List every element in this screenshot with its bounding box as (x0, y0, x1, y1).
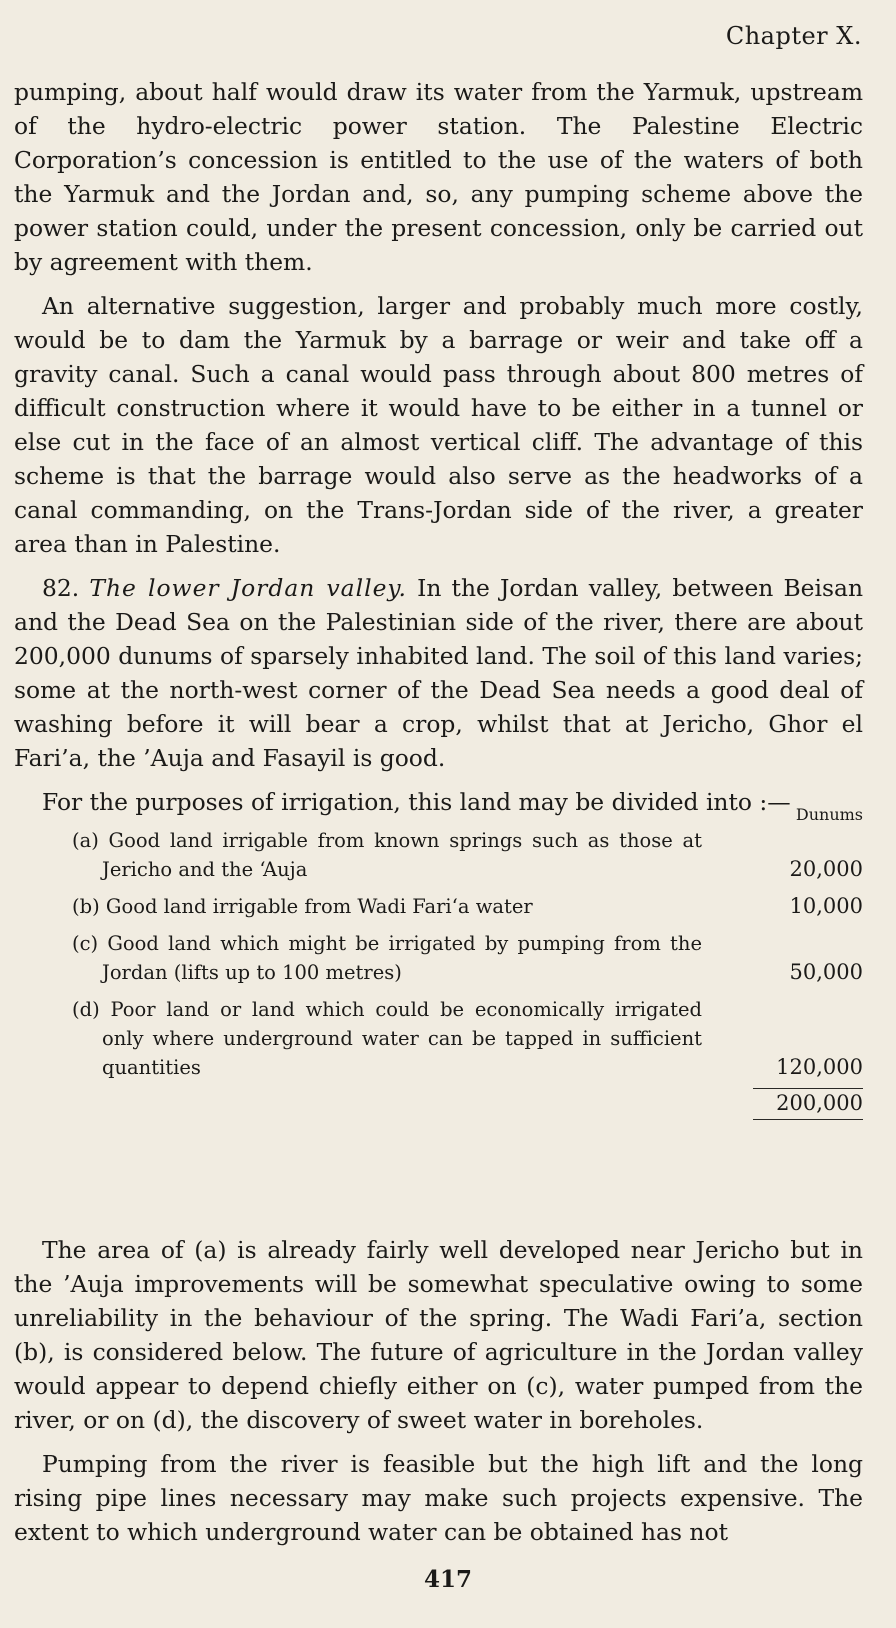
land-classification-table (72, 800, 863, 1120)
section-title: The lower Jordan valley. (89, 574, 407, 602)
paragraph: pumping, about half would draw its water from the Yarmuk, upstream of the hydro-electric power station. The Palestine Electric Corporation’s concession is entitled to the use of the waters of both the Yarmuk and the Jordan and, so, any pumping scheme above the power station could, under the present concession, only be carried out by agreement with them. (14, 78, 863, 276)
row-value: 50,000 (789, 960, 863, 984)
total-rule (753, 1119, 863, 1120)
table-total: 200,000 (776, 1091, 863, 1115)
section-paragraph (14, 571, 863, 775)
paragraph: The area of (a) is already fairly well developed near Jericho but in the ’Auja improvements will be somewhat speculative owing to some unreliability in the behaviour of the spring. The Wadi Fari’a, section (b), is considered below. The future of agriculture in the Jordan valley would appear to depend chiefly either on (c), water pumped from the river, or on (d), the discovery of sweet water in boreholes. (14, 1236, 863, 1434)
row-value: 120,000 (776, 1055, 863, 1079)
continuation-text (14, 1233, 863, 1559)
section-text: In the Jordan valley, between Beisan and the Dead Sea on the Palestinian side of the river, there are about 200,000 dunums of sparsely inhabited land. The soil of this land varies; some at the north-west corner of the Dead Sea needs a good deal of washing before it will bear a crop, whilst that at Jericho, Ghor el Fari’a, the ’Auja and Fasayil is good. (14, 574, 864, 772)
row-value: 10,000 (789, 894, 863, 918)
main-text (14, 75, 863, 829)
row-label: (b) Good land irrigable from Wadi Fari‘a water (72, 895, 533, 918)
table-row (72, 826, 863, 884)
paragraph: Pumping from the river is feasible but the high lift and the long rising pipe lines necessary may make such projects expensive. The extent to which underground water can be obtained has not (14, 1450, 863, 1546)
row-label: (d) Poor land or land which could be economically irrigated only where underground water can be tapped in sufficient quantities (72, 998, 702, 1079)
table-row (72, 995, 863, 1082)
row-value: 20,000 (789, 857, 863, 881)
page-number: 417 (423, 1566, 472, 1593)
row-label: (c) Good land which might be irrigated by pumping from the Jordan (lifts up to 100 metres) (72, 932, 702, 984)
section-intro: For the purposes of irrigation, this land may be divided into :— (42, 788, 791, 816)
row-label: (a) Good land irrigable from known springs such as those at Jericho and the ‘Auja (72, 829, 702, 881)
section-number: 82. (42, 574, 80, 602)
table-row (72, 892, 863, 921)
chapter-header: Chapter X. (725, 22, 862, 50)
unit-header: Dunums (795, 805, 863, 824)
table-row (72, 929, 863, 987)
paragraph: An alternative suggestion, larger and probably much more costly, would be to dam the Yarmuk by a barrage or weir and take off a gravity canal. Such a canal would pass through about 800 metres of difficult construction where it would have to be either in a tunnel or else cut in the face of an almost vertical cliff. The advantage of this scheme is that the barrage would also serve as the headworks of a canal commanding, on the Trans-Jordan side of the river, a greater area than in Palestine. (14, 292, 863, 558)
